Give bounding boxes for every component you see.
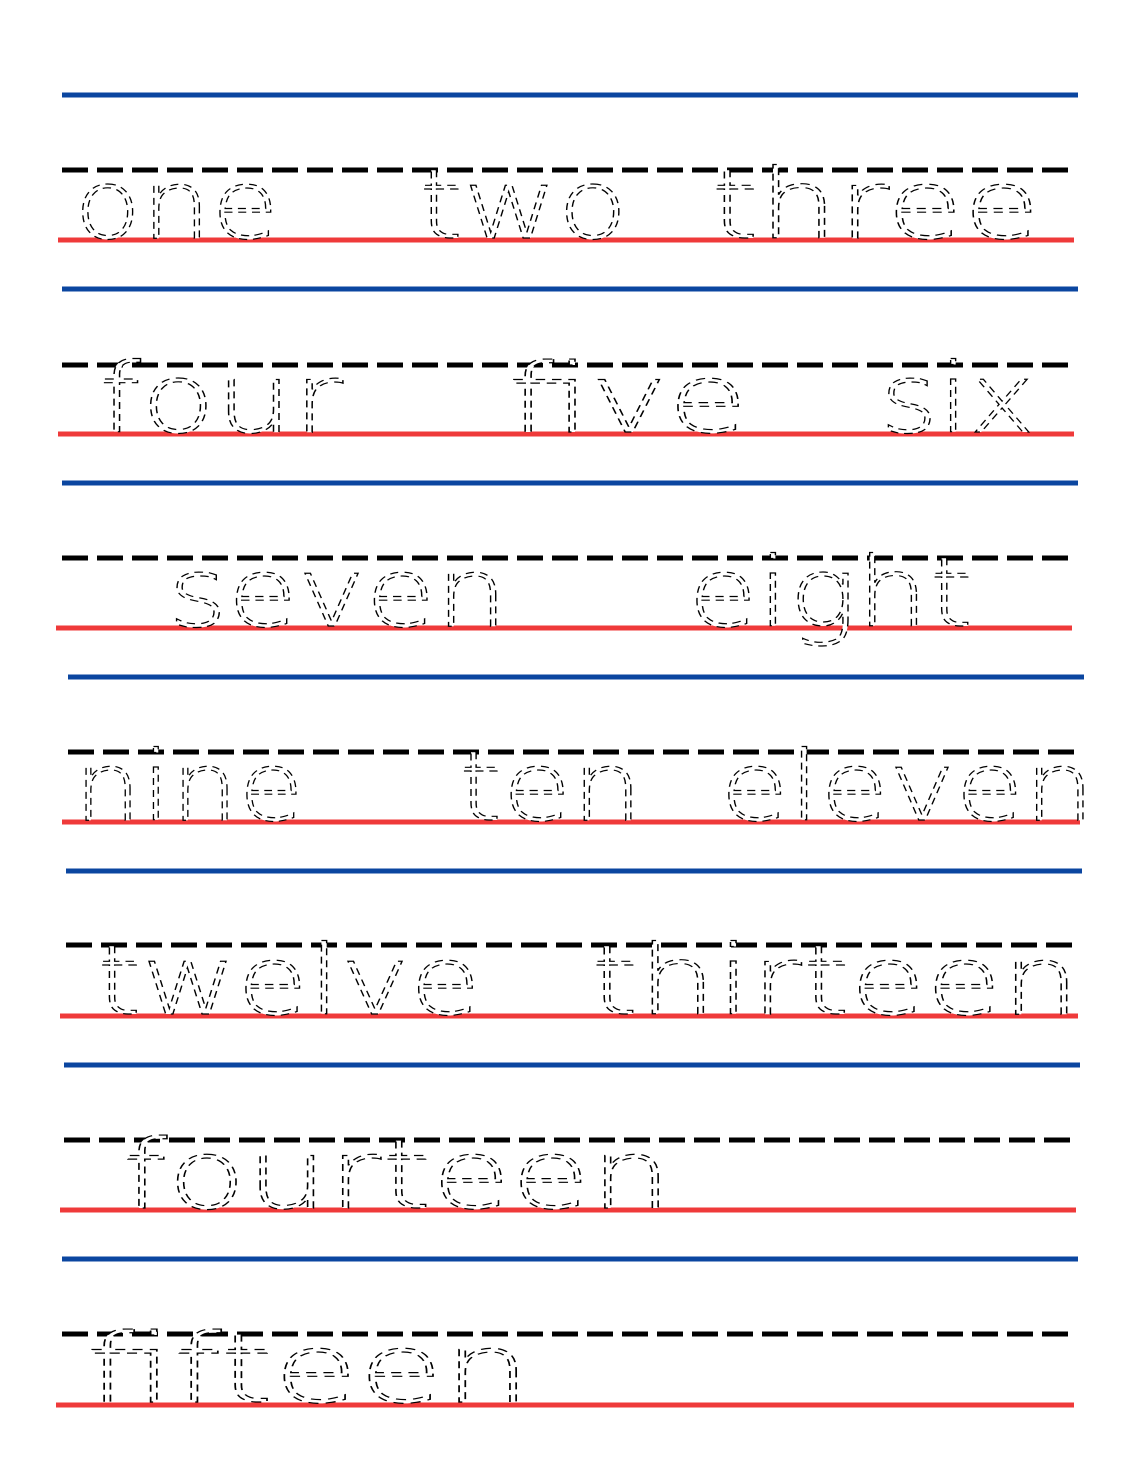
practice-row (56, 1259, 1078, 1425)
trace-word: thirteen (590, 925, 1080, 1037)
trace-word: five (508, 343, 748, 455)
trace-word: eleven (720, 731, 1095, 843)
practice-row (60, 1065, 1080, 1231)
trace-word: four (98, 343, 344, 455)
practice-row (58, 95, 1078, 261)
trace-word: one (74, 149, 279, 261)
practice-row (62, 677, 1095, 843)
trace-word: eight (688, 537, 973, 649)
trace-word: three (710, 149, 1040, 261)
trace-word: fifteen (86, 1313, 531, 1425)
trace-word: nine (74, 731, 304, 843)
trace-word: six (880, 343, 1035, 455)
trace-word: two (418, 149, 628, 261)
practice-row (56, 483, 1078, 649)
practice-row (60, 871, 1082, 1037)
trace-word: fourteen (122, 1119, 672, 1231)
trace-word: ten (458, 731, 643, 843)
trace-word: seven (168, 537, 508, 649)
practice-row (58, 289, 1078, 455)
trace-word: twelve (96, 925, 481, 1037)
